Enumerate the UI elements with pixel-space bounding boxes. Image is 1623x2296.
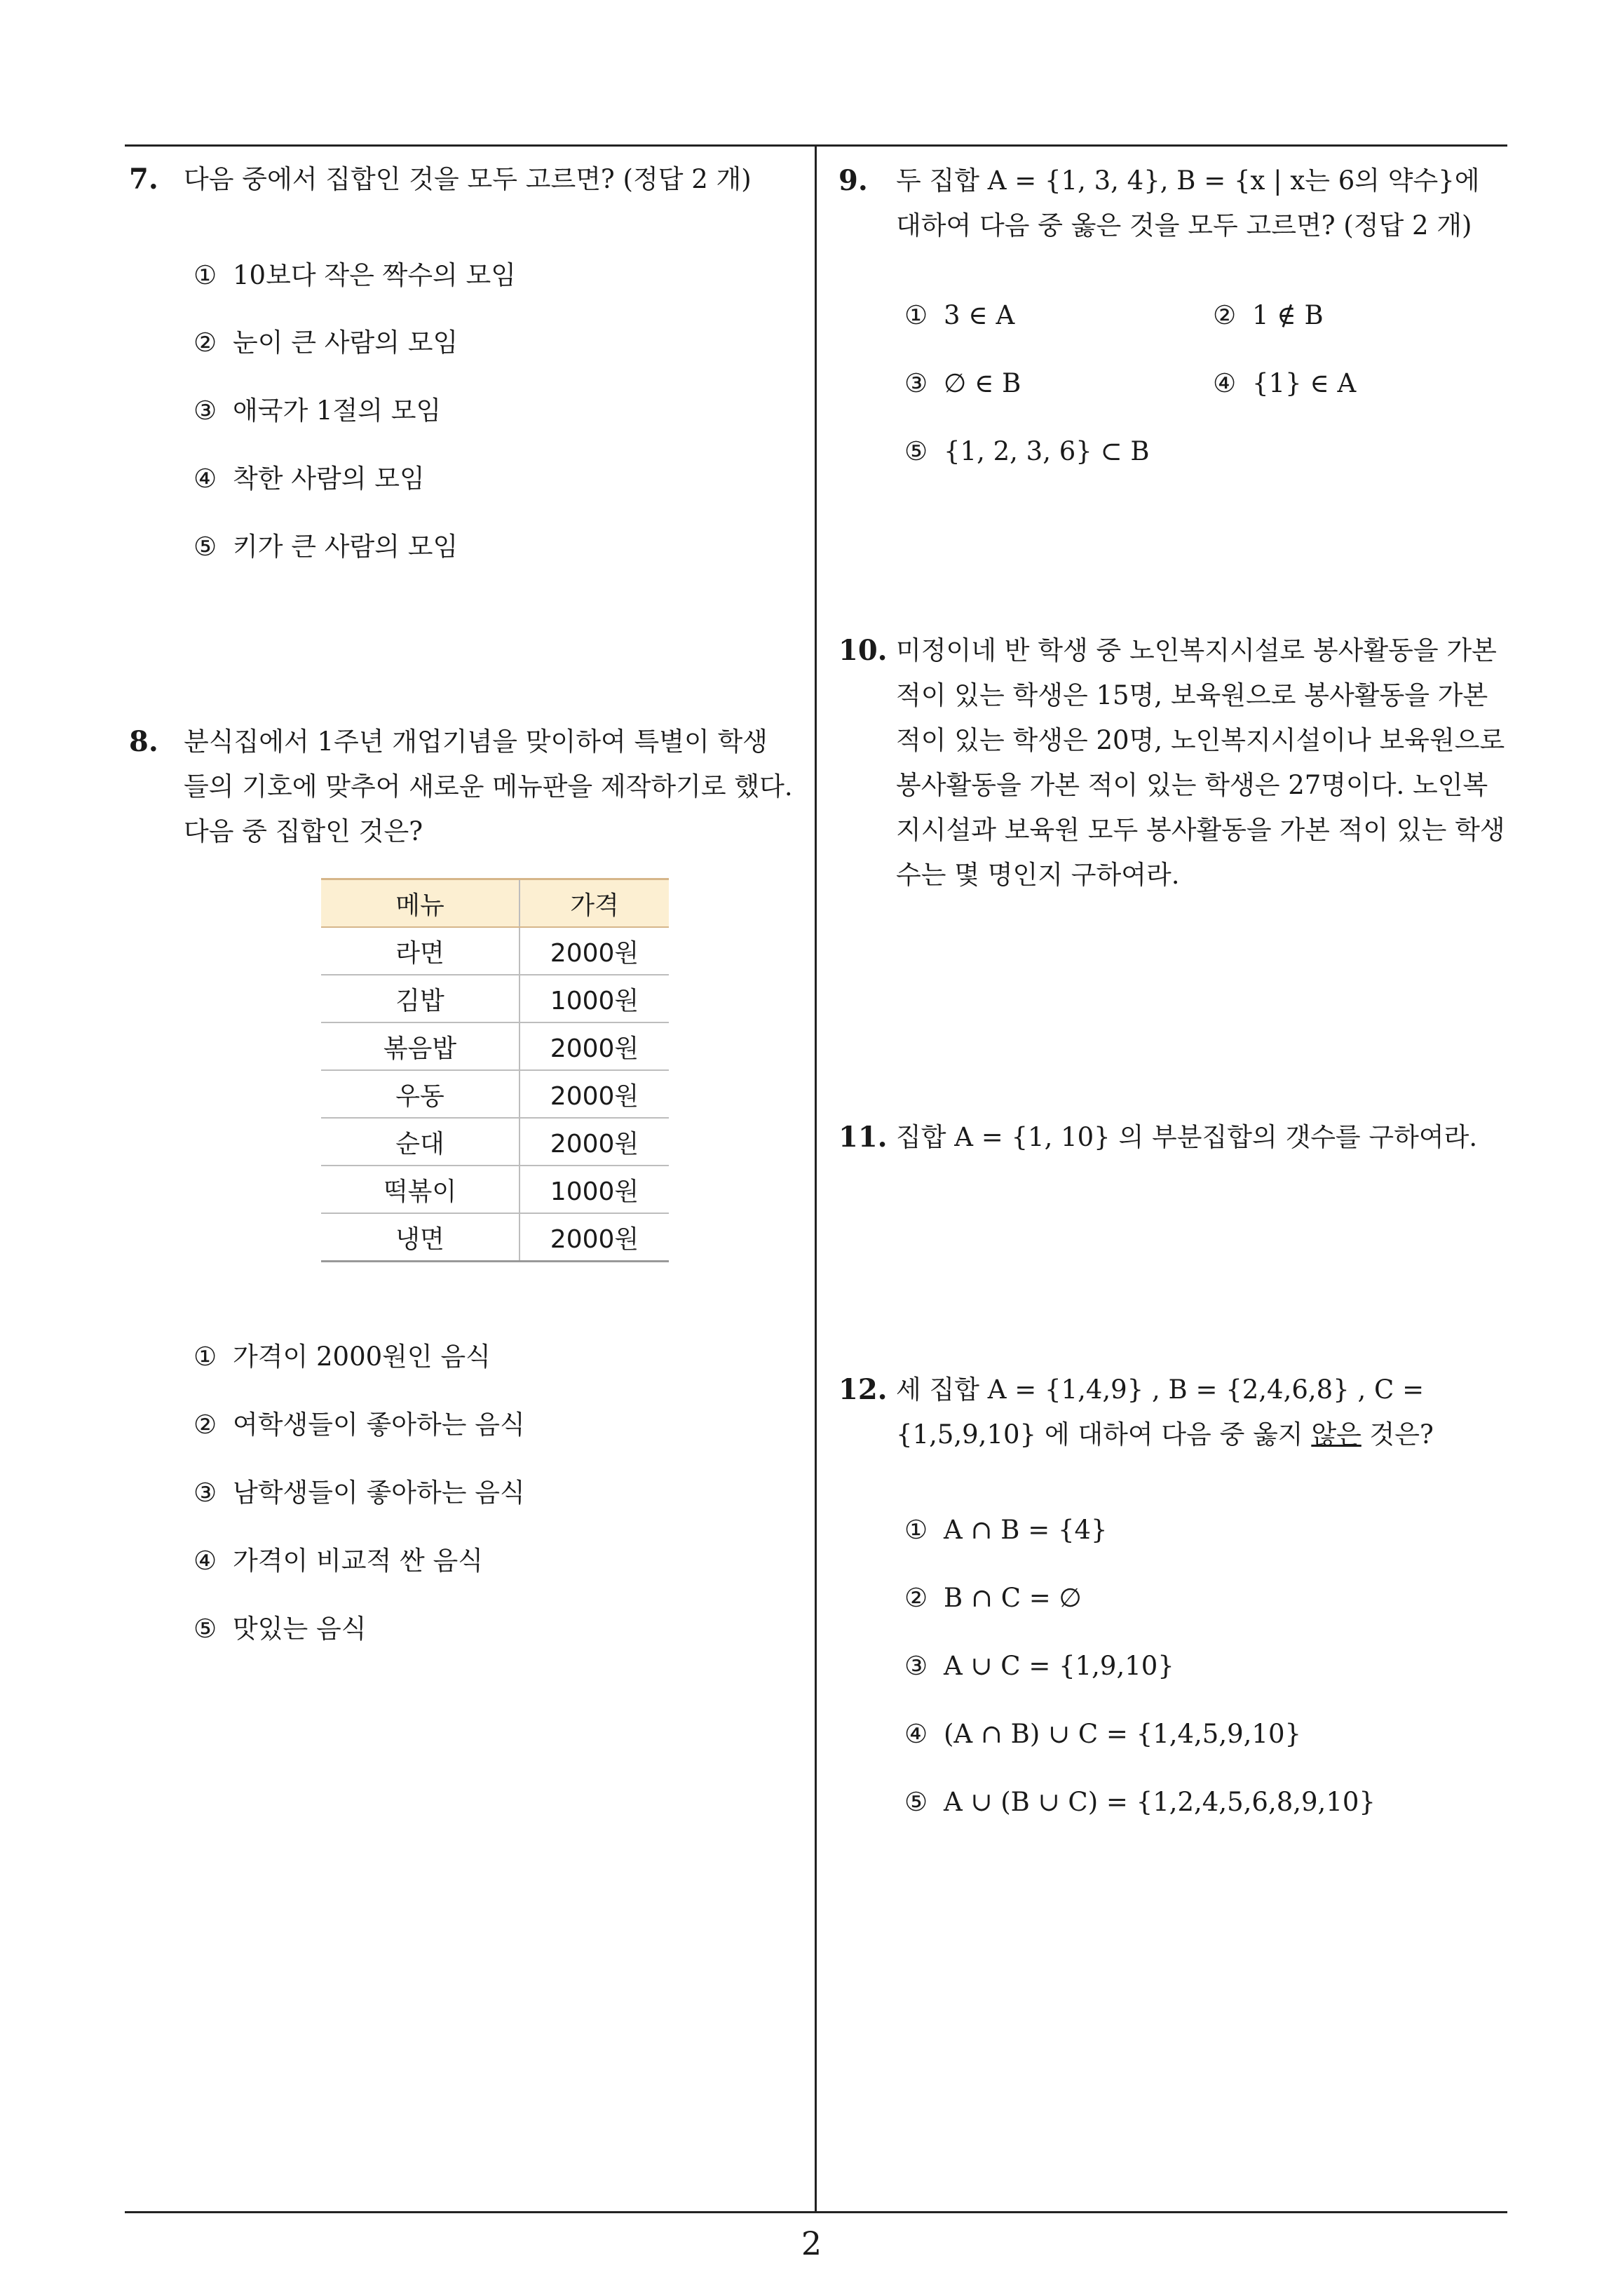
question-number: 8. [129,725,158,758]
option-mark: ① [193,260,217,290]
menu-table [321,878,669,1262]
question-line: 두 집합 A = {1, 3, 4}, B = {x | x는 6의 약수}에 [896,166,1480,196]
q9-option-1[interactable] [904,300,1014,330]
question-text [896,628,1505,898]
option-text: 3 ∈ A [944,300,1015,330]
option-mark: ① [904,300,928,330]
q7-option-5[interactable] [193,525,458,563]
table-header-row [321,879,669,928]
question-number: 12. [838,1373,888,1406]
q9-option-4[interactable] [1213,368,1356,398]
q9-option-3[interactable] [904,368,1021,398]
column-divider [815,144,817,2213]
q8-option-3[interactable] [193,1471,525,1509]
question-number: 11. [838,1121,888,1154]
option-text: 가격이 2000원인 음식 [233,1342,491,1372]
option-mark: ③ [193,1478,217,1508]
price-cell: 2000원 [520,1070,669,1118]
option-text: 맛있는 음식 [233,1614,367,1644]
header-menu: 메뉴 [321,879,520,928]
option-text: 가격이 비교적 싼 음식 [233,1546,483,1576]
option-mark: ⑤ [193,532,217,562]
option-mark: ⑤ [193,1614,217,1644]
q8-option-5[interactable] [193,1607,366,1645]
question-line: 적이 있는 학생은 15명, 보육원으로 봉사활동을 가본 [896,680,1488,710]
option-mark: ⑤ [904,436,928,466]
option-text: A ∪ (B ∪ C) = {1,2,4,5,6,8,9,10} [944,1787,1376,1817]
question-line: 수는 몇 명인지 구하여라. [896,860,1180,890]
bottom-rule [125,2211,1507,2213]
question-line-part: 것은? [1361,1419,1434,1450]
question-line [896,1412,1434,1457]
table-row [321,1166,669,1213]
question-line: 다음 중 집합인 것은? [184,816,423,846]
question-line: 대하여 다음 중 옳은 것을 모두 고르면? (정답 2 개) [896,210,1472,241]
question-line-part: {1,5,9,10} 에 대하여 다음 중 옳지 [896,1419,1312,1450]
option-mark: ④ [1213,368,1237,398]
menu-cell: 라면 [321,927,520,975]
option-mark: ③ [904,1651,928,1681]
menu-cell: 볶음밥 [321,1022,520,1070]
question-11 [838,1115,1512,1164]
menu-cell: 우동 [321,1070,520,1118]
option-text: 눈이 큰 사람의 모임 [233,327,459,358]
menu-cell: 떡볶이 [321,1166,520,1213]
price-cell: 1000원 [520,975,669,1022]
q12-option-4[interactable] [904,1719,1301,1749]
q12-option-1[interactable] [904,1515,1108,1545]
q12-option-5[interactable] [904,1787,1376,1817]
option-text: 여학생들이 좋아하는 음식 [233,1410,525,1440]
question-line: 미정이네 반 학생 중 노인복지시설로 봉사활동을 가본 [896,635,1497,666]
option-mark: ④ [904,1719,928,1749]
option-text: 키가 큰 사람의 모임 [233,532,459,562]
option-text: ∅ ∈ B [944,368,1021,398]
table-row [321,927,669,975]
question-10 [838,628,1512,909]
option-mark: ② [193,327,217,358]
q12-option-2[interactable] [904,1583,1082,1613]
menu-cell: 김밥 [321,975,520,1022]
price-cell: 2000원 [520,1022,669,1070]
price-cell: 1000원 [520,1166,669,1213]
option-text: B ∩ C = ∅ [944,1583,1082,1613]
question-line: 적이 있는 학생은 20명, 노인복지시설이나 보육원으로 [896,725,1505,755]
question-9 [838,158,1512,257]
option-mark: ④ [193,1546,217,1576]
table-row [321,1118,669,1166]
option-mark: ⑤ [904,1787,928,1817]
underlined-word: 않은 [1311,1419,1361,1450]
option-mark: ② [1213,300,1237,330]
option-text: 착한 사람의 모임 [233,464,425,494]
q8-option-4[interactable] [193,1539,483,1577]
q9-option-5[interactable] [904,436,1150,466]
question-8 [129,720,802,860]
option-mark: ② [193,1410,217,1440]
q8-option-2[interactable] [193,1403,525,1441]
option-text: {1} ∈ A [1252,368,1357,398]
price-cell: 2000원 [520,927,669,975]
question-line: 분식집에서 1주년 개업기념을 맞이하여 특별이 학생 [184,727,768,757]
option-text: 10보다 작은 짝수의 모임 [233,260,517,290]
question-text [896,1368,1434,1457]
price-cell: 2000원 [520,1118,669,1166]
question-text: 다음 중에서 집합인 것을 모두 고르면? (정답 2 개) [184,164,752,194]
menu-cell: 순대 [321,1118,520,1166]
option-mark: ① [904,1515,928,1545]
option-mark: ② [904,1583,928,1613]
option-mark: ③ [904,368,928,398]
option-text: 1 ∉ B [1252,300,1324,330]
q12-option-3[interactable] [904,1651,1174,1681]
question-line: 봉사활동을 가본 적이 있는 학생은 27명이다. 노인복 [896,770,1488,800]
question-text [896,158,1480,248]
q7-option-3[interactable] [193,389,441,427]
question-line: 들의 기호에 맞추어 새로운 메뉴판을 제작하기로 했다. [184,771,793,802]
question-text: 집합 A = {1, 10} 의 부분집합의 갯수를 구하여라. [896,1122,1478,1152]
table-row [321,1070,669,1118]
menu-cell: 냉면 [321,1213,520,1262]
price-cell: 2000원 [520,1213,669,1262]
option-text: (A ∩ B) ∪ C = {1,4,5,9,10} [944,1719,1302,1749]
question-line: 지시설과 보육원 모두 봉사활동을 가본 적이 있는 학생 [896,815,1505,845]
option-text: A ∩ B = {4} [944,1515,1108,1545]
option-text: 애국가 1절의 모임 [233,396,442,426]
question-number: 10. [838,634,888,667]
option-text: A ∪ C = {1,9,10} [944,1651,1174,1681]
option-mark: ① [193,1342,217,1372]
question-text [184,720,793,854]
table-row [321,1022,669,1070]
table-row [321,975,669,1022]
option-mark: ③ [193,396,217,426]
q7-option-2[interactable] [193,321,458,359]
page-number: 2 [801,2224,822,2262]
question-12 [838,1368,1512,1466]
option-mark: ④ [193,464,217,494]
question-number: 7. [129,163,158,196]
table-row [321,1213,669,1262]
q7-option-1[interactable] [193,254,516,292]
option-text: 남학생들이 좋아하는 음식 [233,1478,525,1508]
question-line: 세 집합 A = {1,4,9} , B = {2,4,6,8} , C = [896,1375,1425,1405]
q7-option-4[interactable] [193,457,425,495]
option-text: {1, 2, 3, 6} ⊂ B [944,436,1150,466]
q9-option-2[interactable] [1213,300,1324,330]
question-number: 9. [838,164,868,197]
header-price: 가격 [520,879,669,928]
q8-option-1[interactable] [193,1335,491,1373]
